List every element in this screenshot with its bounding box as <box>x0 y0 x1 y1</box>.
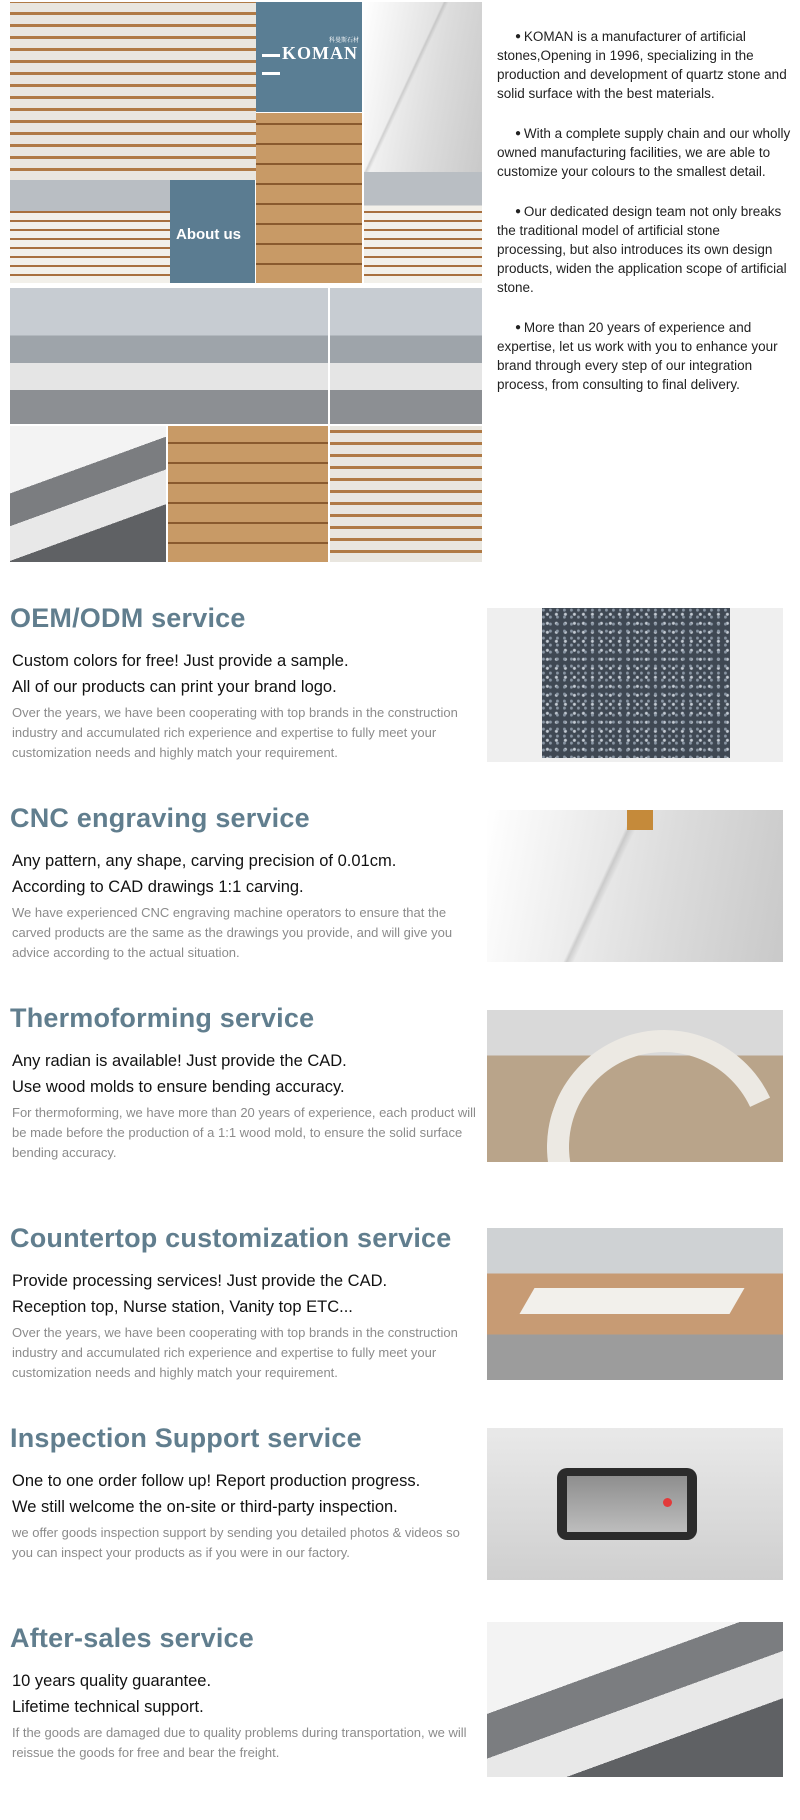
intro-paragraph: ● Our dedicated design team not only breaks the traditional model of artificial stone processing, but also introduces its own design products, widen the application scope of artificial stone. <box>497 202 792 297</box>
service-line: Lifetime technical support. <box>12 1698 204 1716</box>
packed-crates-photo <box>256 113 362 283</box>
factory-hall-photo <box>10 288 328 424</box>
intro-text <box>497 27 792 394</box>
logo-tile <box>256 2 362 112</box>
sheet-stack-photo <box>330 426 482 562</box>
about-us-label: About us <box>176 226 241 243</box>
logo-mark-icon <box>262 46 280 82</box>
service-title: After-sales service <box>10 1623 254 1653</box>
logo-text: KOMAN <box>282 43 358 63</box>
intro-paragraph: ● More than 20 years of experience and expertise, let us work with you to enhance your brand through every step of our integration process, from consulting to final delivery. <box>497 318 792 394</box>
cnc-engraving-photo <box>487 810 783 962</box>
service-line: Any pattern, any shape, carving precision of 0.01cm. <box>12 852 397 870</box>
service-description: If the goods are damaged due to quality problems during transportation, we will reissue the goods for free and bear the freight. <box>12 1725 467 1760</box>
service-line: According to CAD drawings 1:1 carving. <box>12 878 304 896</box>
about-us-tile[interactable] <box>170 180 255 283</box>
service-line: Provide processing services! Just provide the CAD. <box>12 1272 388 1290</box>
marble-slab-photo <box>364 2 482 172</box>
intro-paragraph: ● KOMAN is a manufacturer of artificial stones,Opening in 1996, specializing in the production and development of quartz stone and solid surface with the best materials. <box>497 27 792 103</box>
thermoforming-photo <box>487 1010 783 1162</box>
service-title: Thermoforming service <box>10 1003 315 1033</box>
service-line: Any radian is available! Just provide the CAD. <box>12 1052 347 1070</box>
service-description: For thermoforming, we have more than 20 years of experience, each product will be made before the production of a 1:1 wood mold, to ensure the solid surface bending accuracy. <box>12 1105 476 1160</box>
finished-slabs-photo <box>487 1622 783 1777</box>
service-description: we offer goods inspection support by sending you detailed photos & videos so you can inspect your products as if you were in our factory. <box>12 1525 460 1560</box>
factory-floor-photo <box>330 288 482 424</box>
service-description: We have experienced CNC engraving machine operators to ensure that the carved products are the same as the drawings you provide, and will give you advice according to the actual situation. <box>12 905 453 960</box>
warehouse-photo <box>10 2 256 180</box>
service-line: We still welcome the on-site or third-party inspection. <box>12 1498 398 1516</box>
service-line: Reception top, Nurse station, Vanity top ETC... <box>12 1298 353 1316</box>
wrapped-crates-photo <box>168 426 328 562</box>
service-line: Use wood molds to ensure bending accuracy. <box>12 1078 345 1096</box>
service-line: Custom colors for free! Just provide a sample. <box>12 652 349 670</box>
service-description: Over the years, we have been cooperating with top brands in the construction industry and accumulated rich experience and expertise to fully meet your customization needs and highly match your requirement. <box>12 1325 458 1380</box>
service-line: All of our products can print your brand logo. <box>12 678 337 696</box>
logo-subtext: 科曼斯石材 <box>329 38 360 44</box>
pallets-photo <box>10 180 170 283</box>
service-description: Over the years, we have been cooperating with top brands in the construction industry and accumulated rich experience and expertise to fully meet your customization needs and highly match your requirement. <box>12 705 458 760</box>
countertop-photo <box>487 1228 783 1380</box>
service-title: Countertop customization service <box>10 1223 452 1253</box>
service-title: CNC engraving service <box>10 803 310 833</box>
service-title: Inspection Support service <box>10 1423 362 1453</box>
service-title: OEM/ODM service <box>10 603 246 633</box>
stacked-sheets-photo <box>364 172 482 283</box>
intro-paragraph: ● With a complete supply chain and our wholly owned manufacturing facilities, we are able to customize your colours to the smallest detail. <box>497 124 792 181</box>
service-line: 10 years quality guarantee. <box>12 1672 212 1690</box>
grey-slabs-photo <box>10 426 166 562</box>
service-line: One to one order follow up! Report production progress. <box>12 1472 421 1490</box>
stone-sample-photo <box>487 608 783 762</box>
phone-inspection-photo <box>487 1428 783 1580</box>
